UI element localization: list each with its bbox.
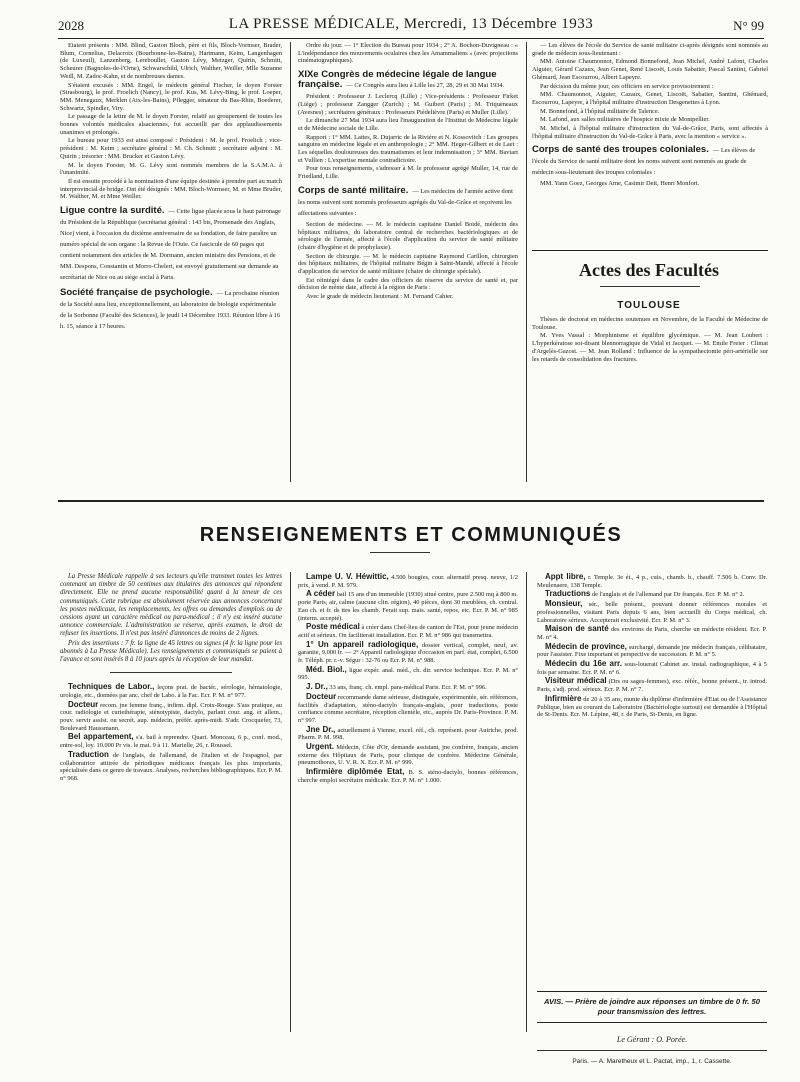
ad-heading: Urgent. <box>306 742 334 752</box>
ad-text: 4.500 bougies, cour. alternatif presq. neuve, 1/2 prix, à vend. P. M. 979. <box>298 574 518 589</box>
paragraph: M. Michel, à l'hôpital militaire d'instruction du Val-de-Grâce, Paris, sont affectés à l'hôpital militaire d'instruction du Val-de-Grâce à Paris, avec la mention « service ». <box>532 125 768 140</box>
classified-ad <box>537 660 767 676</box>
ad-heading: J. Dr., <box>306 682 328 692</box>
ad-heading: Docteur <box>306 691 337 701</box>
actes-rule <box>600 286 700 287</box>
paragraph: MM. Yann Goez, Georges Arne, Casimir Deit, Henri Monfort. <box>540 180 700 188</box>
paragraph: MM. Chaumonnot, Aiguier, Cazaux, Genet, Liscoët, Sabatier, Santini, Ghémard, Escourrou, Lapeyre, à l'hôpital militaire d'instruction Desgenettes à Lyon. <box>532 91 768 106</box>
paragraph: MM. Antoine Chaumonnot, Edmond Bonnefond, Jean Michel, André Lafont, Charles Aiguier, Gérard Cazaux, Jean Genet, René Liscoët, Louis Sabatier, Pascal Santini, Gabriel Ghémard, Jean Escourrou, Albert Lapeyre. <box>532 58 768 81</box>
heading-title: Corps de santé des troupes coloniales. <box>532 144 709 156</box>
paragraph: Est réintégré dans le cadre des officiers de réserve du service de santé et, par décision de même date, affecté à la région de Paris : <box>298 276 518 292</box>
classified-ad <box>298 726 518 742</box>
notice-paragraph: La Presse Médicale rappelle à ses lecteurs qu'elle transmet toutes les lettres contenant un timbre de 50 centimes aux titulaires des annonces qui répondent directement. Elle ne prend aucune responsabilité quant à la teneur de ces communiqués. Cette rubrique est absolument réservée aux annonces concernant les postes médicaux, les remplacements, les offres ou demandes d'emplois ou de cessions ayant un caractère médical ou para-médical ; il n'y est inséré aucune annonce commerciale. L'administration se réserve, après examen, le droit de refuser les insertions. Il n'est pas inséré d'annonces de moins de 2 lignes. <box>60 573 282 638</box>
ad-text: leçons prat. de bactér., sérologie, hématologie, urologie, etc., données par anc. chef de Labo. à la Fac. Ecr. P. M. n° 977. <box>60 684 282 699</box>
ads-column-2 <box>298 573 518 1033</box>
classified-ad <box>298 768 518 784</box>
top-column-2 <box>298 42 518 490</box>
paragraph: Le passage de la lettre de M. le doyen Forster, relatif au groupement de toutes les bonnes volontés médicales alsaciennes, fut accueilli par des applaudissements unanimes et prolongés. <box>60 113 282 136</box>
section-heading <box>298 70 518 91</box>
section-heading <box>532 145 768 178</box>
ad-heading: Médecin du 16e arr. <box>545 659 622 669</box>
classified-ad <box>537 590 767 599</box>
ad-text: dossier vertical, complet, neuf, av. garantie, 9.000 fr. — 2° Appareil radiologique d'occasion en parf. état, complet, 6.500 fr. Téléph. pr. r.-v. Ségur : 32-76 ou Ecr. P. M. n° 988. <box>298 641 518 665</box>
ad-heading: A céder <box>306 589 336 599</box>
ads-column-1 <box>60 573 282 983</box>
printer-line: Paris. — A. Maretheux et L. Pactat, imp., 1, r. Cassette. <box>572 1058 732 1065</box>
paragraph: Thèses de doctorat en médecine soutenues en Novembre, de la Faculté de Médecine de Toulouse. <box>532 316 768 331</box>
ad-text: des environs de Paris, cherche un médecin résident. Ecr. P. M. n° 4. <box>537 626 767 641</box>
notice-rule <box>110 672 232 673</box>
ad-text: Médecin, Côte d'Or, demande assistant, jne confrère, français, ancien externe des Hôpitaux de Paris, pour clinique de confrère. Médecine Générale, pneumothorax, U. V. R. X. Ecr. P. M. n° 999. <box>298 744 518 767</box>
actes-title: Actes des Facultés <box>579 260 719 280</box>
ad-text: r. Temple. 3e ét., 4 p., cuis., chamb. b., chauff. 7.506 b. Conv. Dr. Meulenaere, 138 Temple. <box>537 574 767 589</box>
paragraph: M. le doyen Forster, M. G. Lévy sont nommés membres de la S.A.M.A. à l'unanimité. <box>60 161 282 177</box>
classified-ad <box>298 641 518 665</box>
heading-title: Société française de psychologie. <box>60 287 213 299</box>
actes-column <box>532 316 768 492</box>
title-rule <box>370 552 430 553</box>
ad-heading: Techniques de Labor., <box>68 682 155 692</box>
heading-lead: — Ce Congrès aura lieu à Lille les 27, 28, 29 et 30 Mai 1934. <box>346 82 505 90</box>
header-rule <box>58 38 764 39</box>
heading-title: Ligue contre la surdité. <box>60 205 165 217</box>
ad-heading: Traduction <box>68 749 109 759</box>
column-separator <box>290 572 291 1032</box>
classified-ad <box>537 695 767 719</box>
heading-lead: — Les médecins de l'armée active dont les noms suivent sont nommés professeurs agrégés du Val-de-Grâce et reçoivent les affectations suivantes : <box>298 187 513 217</box>
ad-heading: Bel appartement, <box>68 732 134 742</box>
ad-heading: Traductions <box>545 589 591 599</box>
heading-lead: — Cette ligue placée sous le haut patronage du Président de la République (secrétariat général : 143 bis, Promenade des Anglais, Nice) vient, à l'occasion du dixième anniversaire de sa fondation, de faire paraître un numéro spécial de son organe : la Revue de l'Ouïe. Ce fascicule de 60 pages qui contient notamment des articles de M. Dormann, ancien ministre des Pensions, et de MM. Despons, Constantin et Morro-Chelert, est envoyé gratuitement sur demande au secrétariat de Nice ou au siège social à Paris. <box>60 208 281 282</box>
column-separator <box>526 572 527 1032</box>
gerant-line: Le Gérant : O. Porée. <box>616 1035 688 1044</box>
page-header <box>58 14 764 36</box>
top-column-1 <box>60 42 282 490</box>
classified-ad <box>298 693 518 725</box>
ad-heading: Lampe U. V. Héwittic, <box>306 573 389 581</box>
classified-ad <box>298 743 518 767</box>
classified-ad <box>298 573 518 589</box>
classified-ad <box>298 666 518 682</box>
ads-list <box>298 573 518 785</box>
paragraph: M. Yves Vassal : Morphinisme et équilibre glycémique. — M. Jean Loubert : L'hyperkératose soi-disant blennorragique de Vidal et Jacquet. — M. Emile Freier : Climat d'Argelès-Gazost. — M. Jean Rolland : Influence de la sympathectomie péri-artérielle sur les retards de consolidation des fractures. <box>532 332 768 363</box>
ads-column-3 <box>537 573 767 987</box>
ad-text: bail 15 ans d'un immeuble (1930) situé centre, pure 2.500 mq à 800 m. porte Paris, air, calme (aucune clin. région), 40 pièces, dont 30 meublées, ch. central. Eau ch. et fr. ds ttes les chamb. Ferait sup. mais. santé, repos, etc. Ecr. P. M. n° 985 (interm. accepté). <box>298 591 518 622</box>
journal-title: LA PRESSE MÉDICALE, Mercredi, 13 Décembre 1933 <box>228 16 594 32</box>
classified-ad <box>60 751 282 783</box>
paragraph: Ordre du jour. — 1° Election du Bureau pour 1934 ; 2° A. Bochon-Duvigneau : « L'indépendance des mouvements oculaires chez les Amammaliens » (avec projections cinématographiques). <box>298 42 518 65</box>
paragraph: Il est ensuite procédé à la nomination d'une équipe destinée à prendre part au match interprovincial de bridge. Ont été désignés : MM. Bloch-Wormser, M. et Mme Bruder, M. Walther, M. et Mme Weiller. <box>60 177 282 201</box>
actes-subtitle: TOULOUSE <box>617 300 681 311</box>
classified-ad <box>298 623 518 639</box>
printer-rule <box>537 1050 767 1051</box>
ad-text: de l'anglais et de l'allemand par Dr français. Ecr. P. M. n° 2. <box>591 591 745 599</box>
section-divider <box>58 500 764 502</box>
issue-number: N° 99 <box>733 18 764 33</box>
renseignements-title: RENSEIGNEMENTS ET COMMUNIQUÉS <box>199 524 623 546</box>
ad-text: sous-louerait Cabinet av. instal. radiographique, 4 à 5 fois par semaine. Ecr. P. M. n° 6. <box>537 661 767 676</box>
paragraph: M. Bonnefond, à l'hôpital militaire de Talence. <box>540 107 660 115</box>
paragraph: Par décision du même jour, ces officiers en service provisoirement : <box>540 82 714 90</box>
ad-heading: Méd. Biol., <box>306 664 347 674</box>
top-column-3 <box>532 42 768 254</box>
paragraph: Rapport : 1° MM. Lattes, R. Dujarric de la Rivière et N. Kossovitch : Les groupes sanguins en médecine légale et en anthropologie ; 2° MM. Heger-Gilbert et de Laet : Les séquelles douloureuses des traumatismes et leur indemnisation ; 3° MM. Baviart et Vullien : L'expertise mentale contradictoire. <box>298 133 518 164</box>
section-heading <box>60 288 282 332</box>
ads-list <box>537 573 767 719</box>
section-rule <box>532 250 768 251</box>
ad-heading: Appt libre, <box>545 573 586 581</box>
ad-text: recom. jne femme franç., infirm. dipl. Croix-Rouge. S'ass pratique, au cour. radiologie et curiethérapie, sténotypiste, dactylo, parlant cour. ang. et allem., pouv. servir assist. ou secrét. aup. médecin, préfér. après-midi. S'adr. Crocquefer, 73, Boulevard Haussmann. <box>60 701 282 732</box>
paragraph: Le dimanche 27 Mai 1934 aura lieu l'inauguration de l'Institut de Médecine légale et de Médecine sociale de Lille. <box>298 117 518 132</box>
ad-text: à créer dans Chef-lieu de canton de l'Est, pour jeune médecin actif et sérieux. On faciliterait installation. Ecr. P. M. n° 986 qui transmettra. <box>298 624 518 639</box>
ad-heading: Poste médical <box>306 622 360 632</box>
ad-text: (Drs ou sages-femmes), exc. référ., bonne présent., tr. introd. Paris, s'adj. prod. sérieux. Ecr. P. M. n° 7. <box>537 678 767 694</box>
ad-text: s'a. bail à reprendre. Quart. Monceau, 6 p., conf. mod., entre-sol, loy. 10.000 Pr vis. le mat. 9 à 11. Marielle, 26, r. Roussel. <box>60 734 282 750</box>
ad-text: B. S. sténo-dactylo, bonnes références, cherche emploi secrétaire médicale. Ecr. P. M. n° 1.000. <box>298 769 518 784</box>
heading-title: Corps de santé militaire. <box>298 184 409 196</box>
heading-title: XIXe Congrès de médecine légale de langue française. <box>298 69 497 91</box>
paragraph: Section de chirurgie. — M. le médecin capitaine Raymond Carillon, chirurgien des hôpitaux militaires, de l'hôpital militaire Bégin à Saint-Mandé, affecté à l'école d'application du service de santé militaire (chaire de chirurgie spéciale). <box>298 252 518 276</box>
paragraph: — Les élèves de l'école du Service de santé militaire ci-après désignés sont nommés au grade de médecin sous-lieutenant : <box>532 42 768 57</box>
classified-ad <box>537 625 767 641</box>
ad-text: de 20 à 35 ans, munie du diplôme d'infirmière d'Etat ou de l'Assistance Publique, bien au courant du Laboratoire (Bactériologie surtout) est demandée à l'Hôpital de St-Denis. Ecr. M. Lépine, 48, r. de Paris, St-Denis, en ligne. <box>537 695 767 719</box>
classified-ad <box>298 590 518 622</box>
ad-heading: 1° Un appareil radiologique, <box>306 639 419 649</box>
ad-text: surchargé, demande jne médecin français, célibataire, pour l'assister. Fixe important et perspective de succession. P. M. n° 5. <box>537 643 767 659</box>
paragraph: S'étaient excusés : MM. Engel, le médecin général Fischer, le doyen Forster (Strasbourg), le prof. Froelich (Nancy), le prof. Kus, M. Lévy-Bing, le prof. Loeper, MM. Menegaux, Merklen (Aix-les-Bains), Pflegger, sénateur du Bas-Rhin, Boederer, Schwartz, Spindler, Viry. <box>60 81 282 112</box>
ad-heading: Infirmière <box>545 693 582 703</box>
ad-heading: Docteur <box>68 699 99 709</box>
ad-heading: Infirmière diplômée Etat, <box>306 767 405 777</box>
section-heading <box>60 206 282 283</box>
classified-ad <box>298 683 518 692</box>
paragraph: Section de médecine. — M. le médecin capitaine Daniel Boidé, médecin des hôpitaux militaires, du laboratoire central de recherches bactériologiques et de sérologie de l'armée, affecté à l'école d'application du service de santé militaire (chaire d'hygiène et de prophylaxie). <box>298 220 518 251</box>
classified-ad <box>537 643 767 659</box>
ad-text: recommande dame sérieuse, distinguée, expérimentée, sér. références, facilités d'adaptation, sténo-dactylo français-anglais, pour traductions, poste confiance comme secrétaire, réception clientèle, etc., auprès Dr. Paris-Province. P. M. n° 997. <box>298 693 518 724</box>
ads-list <box>60 683 282 782</box>
classified-ad <box>60 683 282 699</box>
section-heading <box>298 186 518 219</box>
page-number: 2028 <box>58 18 84 33</box>
classified-ad <box>60 701 282 733</box>
ad-text: sér., belle présent., pouvant donner références morales et professionnelles, visitant Paris depuis 6 ans, bien accueilli du Corps médical, ch. Laboratoire sérieux. Accepterait exclusivité. Ecr. P. M. n° 3. <box>537 601 767 624</box>
ad-heading: Visiteur médical <box>545 676 607 686</box>
paragraph: Avec le grade de médecin lieutenant : M. Fernand Cahier. <box>306 293 454 301</box>
ad-text: 33 ans, franç. ch. empl. para-médical Paris. Ecr. P. M. n° 996. <box>329 684 487 692</box>
paragraph: Pour tous renseignements, s'adresser à M. le professeur agrégé Muller, 14, rue de Friedland, Lille. <box>298 165 518 181</box>
paragraph: Président : Professeur J. Leclercq (Lille) ; Vice-présidents : Professeur Firket (Liège) ; professeur Zangger (Zurich) ; M. Guibert (Paris) ; M. Triqueneaux (Avesnes) ; secrétaires généraux : Professeurs Piédelièvre (Paris) et Muller (Lille). <box>298 93 518 116</box>
notice-paragraph: Prix des insertions : 7 fr. la ligne de 45 lettres ou signes (4 fr. la ligne pour les abonnés à La Presse Médicale). Les renseignements et communiqués se paient à l'avance et sont insérés 8 à 10 jours après la réception de leur mandat. <box>60 639 282 664</box>
ad-heading: Maison de santé <box>545 624 609 634</box>
ad-text: actuellement à Vienne, excel. réf., ch. représent. pour Autriche, prod. Pharm. P. M. 998. <box>298 726 518 742</box>
classified-ad <box>537 677 767 693</box>
paragraph: M. Lafond, aux salles militaires de l'hospice mixte de Montpellier. <box>540 116 710 124</box>
avis-box: AVIS. — Prière de joindre aux réponses un timbre de 0 fr. 50 pour transmission des lettres. <box>537 991 767 1023</box>
classified-ad <box>537 573 767 589</box>
classified-ad <box>60 733 282 749</box>
heading-lead: — Les élèves de l'école du Service de santé militaire dont les noms suivent sont nommés au grade de médecin sous-lieutenant des troupes coloniales : <box>532 147 756 177</box>
paragraph: Etaient présents : MM. Blind, Gaston Bloch, père et fils, Bloch-Vormser, Brader, Blum, Cornelius, Delacroix (Bourbonne-les-Bains), Hartmann, Keim, Langenhagen (de Luxeuil), Lanzenberg, Lereboullet, Gaston Lévy, Metzger, Quirin, Schmitt, Scheurer (Bagnoles-de-l'Orne), Schwarschild, Ulrich, Walther, Weiller, Mlle Suzanne Weill, M. Zadoc-Kahn, et de nombreuses dames. <box>60 42 282 80</box>
classified-ad <box>537 600 767 624</box>
ad-heading: Jne Dr., <box>306 724 336 734</box>
ad-text: ligue expér. anal. méd., ch. dir. service technique. Ecr. P. M. n° 995. <box>298 666 518 682</box>
column-separator <box>290 42 291 482</box>
ad-text: de l'anglais, de l'allemand, de l'italien et de l'espagnol, par collaboratrice attitrée de périodiques médicaux français les plus importants, spécialisée dans ce genre de travaux. Analyses, recherches bibliographiques. Ecr. P. M. n° 968. <box>60 751 282 782</box>
column-separator <box>526 42 527 482</box>
ad-heading: Monsieur, <box>545 599 583 609</box>
heading-lead: — La prochaine réunion de la Société aura lieu, exceptionnellement, au laboratoire de biologie expérimentale de la Sorbonne (Faculté des Sciences), le jeudi 14 Décembre 1933. Réunion libre à 16 h. 15, séance à 17 heures. <box>60 290 281 331</box>
paragraph: Le bureau pour 1933 est ainsi composé : Président : M. le prof. Froelich ; vice-président : M. Keim ; secrétaire général : M. Ch. Schmitt ; secrétaire adjoint : M. Quirin ; trésorier : MM. Brucker et Gaston Lévy. <box>60 137 282 160</box>
ad-heading: Médecin de province, <box>545 641 627 651</box>
